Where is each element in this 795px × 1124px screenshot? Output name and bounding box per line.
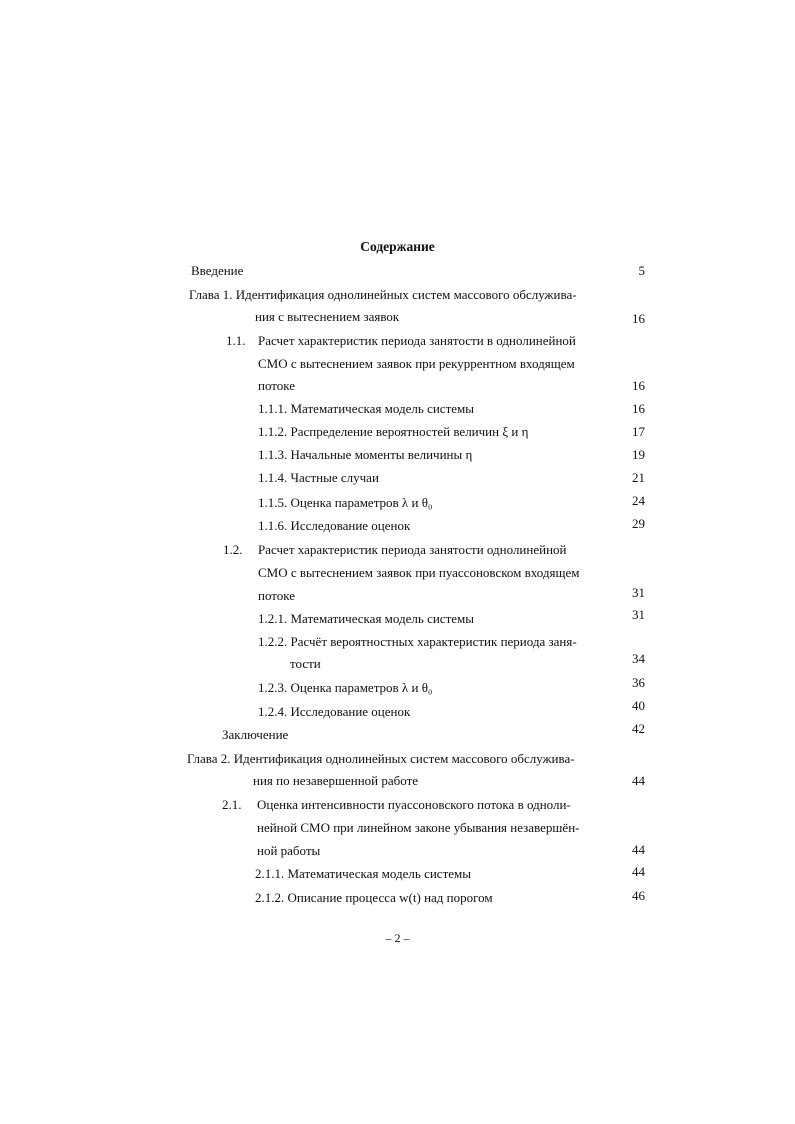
toc-entry-text: тости [290, 656, 321, 671]
toc-entry-text: 1.2.2. Расчёт вероятностных характеристик периода заня- [258, 634, 577, 649]
toc-entry-text: Введение [191, 263, 244, 278]
toc-entry-page: 44 [632, 842, 645, 857]
toc-entry-page: 17 [632, 424, 645, 439]
toc-entry-text: Оценка интенсивности пуассоновского потока в одноли- [257, 797, 571, 812]
toc-entry-text: 1.2.3. Оценка параметров λ и θ₀ [258, 680, 433, 695]
toc-entry-page: 16 [632, 378, 645, 393]
toc-entry-text: ния по незавершенной работе [253, 773, 419, 788]
toc-section-number: 1.2. [223, 542, 243, 557]
toc-entry-page: 31 [632, 607, 645, 622]
toc-entry-page: 24 [632, 493, 645, 508]
page-number: – 2 – [385, 931, 410, 945]
toc-entry-page: 44 [632, 773, 645, 788]
toc-entry-text: потоке [258, 588, 296, 603]
toc-entry-page: 40 [632, 698, 645, 713]
toc-entry-text: Глава 1. Идентификация однолинейных систем массового обслужива- [189, 287, 577, 302]
toc-entry-page: 29 [632, 516, 645, 531]
toc-entry-text: Глава 2. Идентификация однолинейных систем массового обслужива- [187, 751, 575, 766]
toc-entry-page: 46 [632, 888, 645, 903]
toc-entry-page: 42 [632, 721, 645, 736]
toc-entry-text: 1.1.2. Распределение вероятностей величин ξ и η [258, 424, 529, 439]
toc-entry-page: 21 [632, 470, 645, 485]
toc-entry-page: 19 [632, 447, 645, 462]
toc-entry-text: Заключение [222, 727, 289, 742]
toc-section-number: 2.1. [222, 797, 242, 812]
toc-entry-text: Расчет характеристик периода занятости в однолинейной [258, 333, 576, 348]
toc-entry-text: 2.1.2. Описание процесса w(t) над порогом [255, 890, 493, 905]
toc-entry-text: 2.1.1. Математическая модель системы [255, 866, 471, 881]
toc-entry-text: потоке [258, 378, 296, 393]
toc-entry-text: СМО с вытеснением заявок при рекуррентном входящем [258, 356, 575, 371]
toc-entry-text: 1.1.6. Исследование оценок [258, 518, 411, 533]
toc-entry-text: 1.1.3. Начальные моменты величины η [258, 447, 473, 462]
toc-entry-text: нейной СМО при линейном законе убывания незавершён- [257, 820, 580, 835]
toc-entry-text: 1.2.4. Исследование оценок [258, 704, 411, 719]
toc-entry-page: 34 [632, 651, 645, 666]
toc-entry-text: ния с вытеснением заявок [255, 309, 400, 324]
toc-entry-text: 1.1.4. Частные случаи [258, 470, 379, 485]
toc-title: Содержание [360, 239, 435, 254]
toc-entry-page: 16 [632, 401, 645, 416]
toc-entry-text: 1.1.5. Оценка параметров λ и θ₀ [258, 495, 433, 510]
toc-entry-page: 36 [632, 675, 645, 690]
toc-entry-text: Расчет характеристик периода занятости однолинейной [258, 542, 567, 557]
toc-entry-text: 1.1.1. Математическая модель системы [258, 401, 474, 416]
toc-entry-page: 16 [632, 311, 645, 326]
toc-entry-text: ной работы [257, 843, 321, 858]
toc-section-number: 1.1. [226, 333, 246, 348]
toc-entry-text: 1.2.1. Математическая модель системы [258, 611, 474, 626]
toc-entry-page: 31 [632, 585, 645, 600]
toc-entry-page: 44 [632, 864, 645, 879]
toc-entry-text: СМО с вытеснением заявок при пуассоновском входящем [258, 565, 580, 580]
toc-entry-page: 5 [638, 263, 645, 278]
